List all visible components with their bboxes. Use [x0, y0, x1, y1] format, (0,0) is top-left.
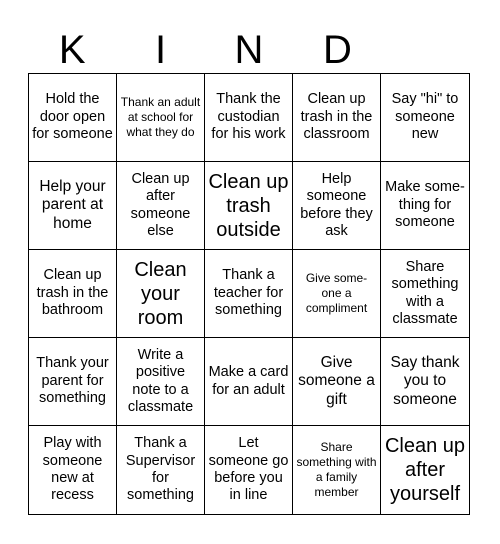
bingo-cell[interactable]: Thank your parent for something	[29, 338, 117, 426]
bingo-header	[28, 28, 470, 72]
bingo-cell[interactable]: Clean up trash in the bathroom	[29, 250, 117, 338]
bingo-cell[interactable]: Clean up after yourself	[384, 435, 466, 505]
bingo-cell[interactable]: Clean up trash outside	[205, 162, 293, 250]
bingo-cell[interactable]: Make some-thing for someone	[381, 162, 469, 250]
bingo-cell[interactable]: Thank the custodian for his work	[205, 74, 293, 162]
bingo-cell[interactable]: Make a card for an adult	[205, 338, 293, 426]
header-letter-d: D	[322, 28, 352, 72]
bingo-cell[interactable]: Help your parent at home	[29, 162, 117, 250]
bingo-cell[interactable]: Hold the door open for someone	[29, 74, 117, 162]
bingo-cell[interactable]: Help someone before they ask	[293, 162, 381, 250]
bingo-cell[interactable]: Share something with a family member	[293, 426, 381, 514]
bingo-cell[interactable]: Say thank you to someone	[381, 338, 469, 426]
header-letter-blank	[382, 28, 470, 72]
bingo-cell[interactable]: Clean your room	[117, 250, 205, 338]
bingo-cell[interactable]: Thank a teacher for something	[205, 250, 293, 338]
header-letter-k: K	[58, 28, 86, 72]
bingo-cell[interactable]: Thank an adult at school for what they do	[117, 74, 205, 162]
bingo-cell[interactable]: Clean up after someone else	[117, 162, 205, 250]
bingo-cell[interactable]: Write a positive note to a classmate	[117, 338, 205, 426]
bingo-cell[interactable]: Play with someone new at recess	[29, 426, 117, 514]
header-letter-i: I	[155, 28, 167, 72]
bingo-cell[interactable]: Share something with a classmate	[381, 250, 469, 338]
bingo-cell[interactable]: Say "hi" to someone new	[381, 74, 469, 162]
header-letter-n: N	[234, 28, 264, 72]
bingo-cell[interactable]: Give some-one a compliment	[293, 250, 381, 338]
bingo-cell[interactable]: Give someone a gift	[293, 338, 381, 426]
bingo-cell[interactable]: Thank a Supervisor for something	[117, 426, 205, 514]
bingo-cell[interactable]: Let someone go before you in line	[205, 426, 293, 514]
bingo-board	[28, 73, 470, 515]
bingo-cell[interactable]: Clean up trash in the classroom	[293, 74, 381, 162]
